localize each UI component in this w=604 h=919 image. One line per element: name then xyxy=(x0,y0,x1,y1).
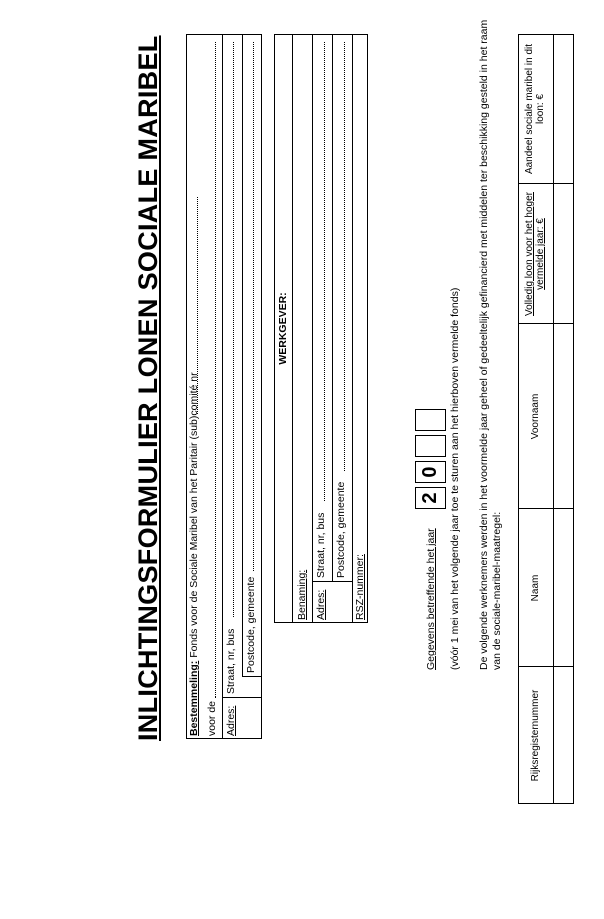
recipient-label: Bestemmeling: xyxy=(188,660,200,736)
recipient-text: Fonds voor de Sociale Maribel van het Paritair (sub)comité nr xyxy=(188,372,200,661)
divider xyxy=(312,581,352,582)
divider xyxy=(332,34,333,582)
divider xyxy=(312,34,313,623)
divider xyxy=(222,34,223,739)
table-header-rijksregisternummer: Rijksregisternummer xyxy=(530,689,541,782)
recipient-street-label: Straat, nr, bus xyxy=(225,628,237,694)
divider xyxy=(352,34,353,623)
recipient-line xyxy=(188,372,200,736)
year-note: (vóór 1 mei van het volgende jaar toe te sturen aan het hierboven vermelde fonds) xyxy=(449,287,461,670)
divider xyxy=(292,34,293,623)
employer-address-label: Adres: xyxy=(315,589,327,620)
recipient-street-field[interactable] xyxy=(233,42,234,617)
form-title: INLICHTINGSFORMULIER LONEN SOCIALE MARIBEL xyxy=(133,35,163,741)
table-column-divider xyxy=(518,508,574,509)
rsz-number-label: RSZ-nummer: xyxy=(354,554,366,620)
year-digit-box[interactable] xyxy=(415,435,446,457)
year-digit-box[interactable] xyxy=(415,409,446,431)
employer-street-label: Straat, nr, bus xyxy=(315,512,327,578)
table-header-aandeel: Aandeel sociale maribel in dit loon: € xyxy=(524,43,546,175)
year-label: Gegevens betreffende het jaar xyxy=(425,528,437,670)
table-header-volledig-loon: Volledig loon voor het hoger vermelde jaar: € xyxy=(524,192,546,316)
paragraph-line-2: van de sociale-maribel-maatregel: xyxy=(491,511,503,670)
table-header-divider xyxy=(553,34,554,804)
table-header-naam: Naam xyxy=(530,574,541,602)
employer-header: WERKGEVER: xyxy=(277,292,289,365)
table-header-voornaam: Voornaam xyxy=(530,393,541,440)
voor-de-field[interactable] xyxy=(215,42,216,698)
paragraph-line-1: De volgende werknemers werden in het voormelde jaar geheel of gedeeltelijk gefinancierd met middelen ter beschikking gesteld in het raam xyxy=(478,19,490,670)
voor-de-label: voor de xyxy=(206,700,218,736)
employer-street-field[interactable] xyxy=(324,42,325,501)
recipient-address-label: Adres: xyxy=(225,705,237,736)
table-column-divider xyxy=(518,183,574,184)
year-digit-box: 0 xyxy=(415,461,446,483)
recipient-postcode-field[interactable] xyxy=(253,42,254,571)
employer-postcode-label: Postcode, gemeente xyxy=(335,481,347,578)
divider xyxy=(242,34,243,677)
table-column-divider xyxy=(518,323,574,324)
year-digit-box: 2 xyxy=(415,487,446,509)
recipient-nr-field[interactable] xyxy=(197,197,198,414)
employer-postcode-field[interactable] xyxy=(344,42,345,471)
employer-name-label: Benaming: xyxy=(296,569,308,620)
divider xyxy=(222,697,262,698)
divider xyxy=(242,676,262,677)
table-column-divider xyxy=(518,666,574,667)
recipient-postcode-label: Postcode, gemeente xyxy=(245,576,257,673)
